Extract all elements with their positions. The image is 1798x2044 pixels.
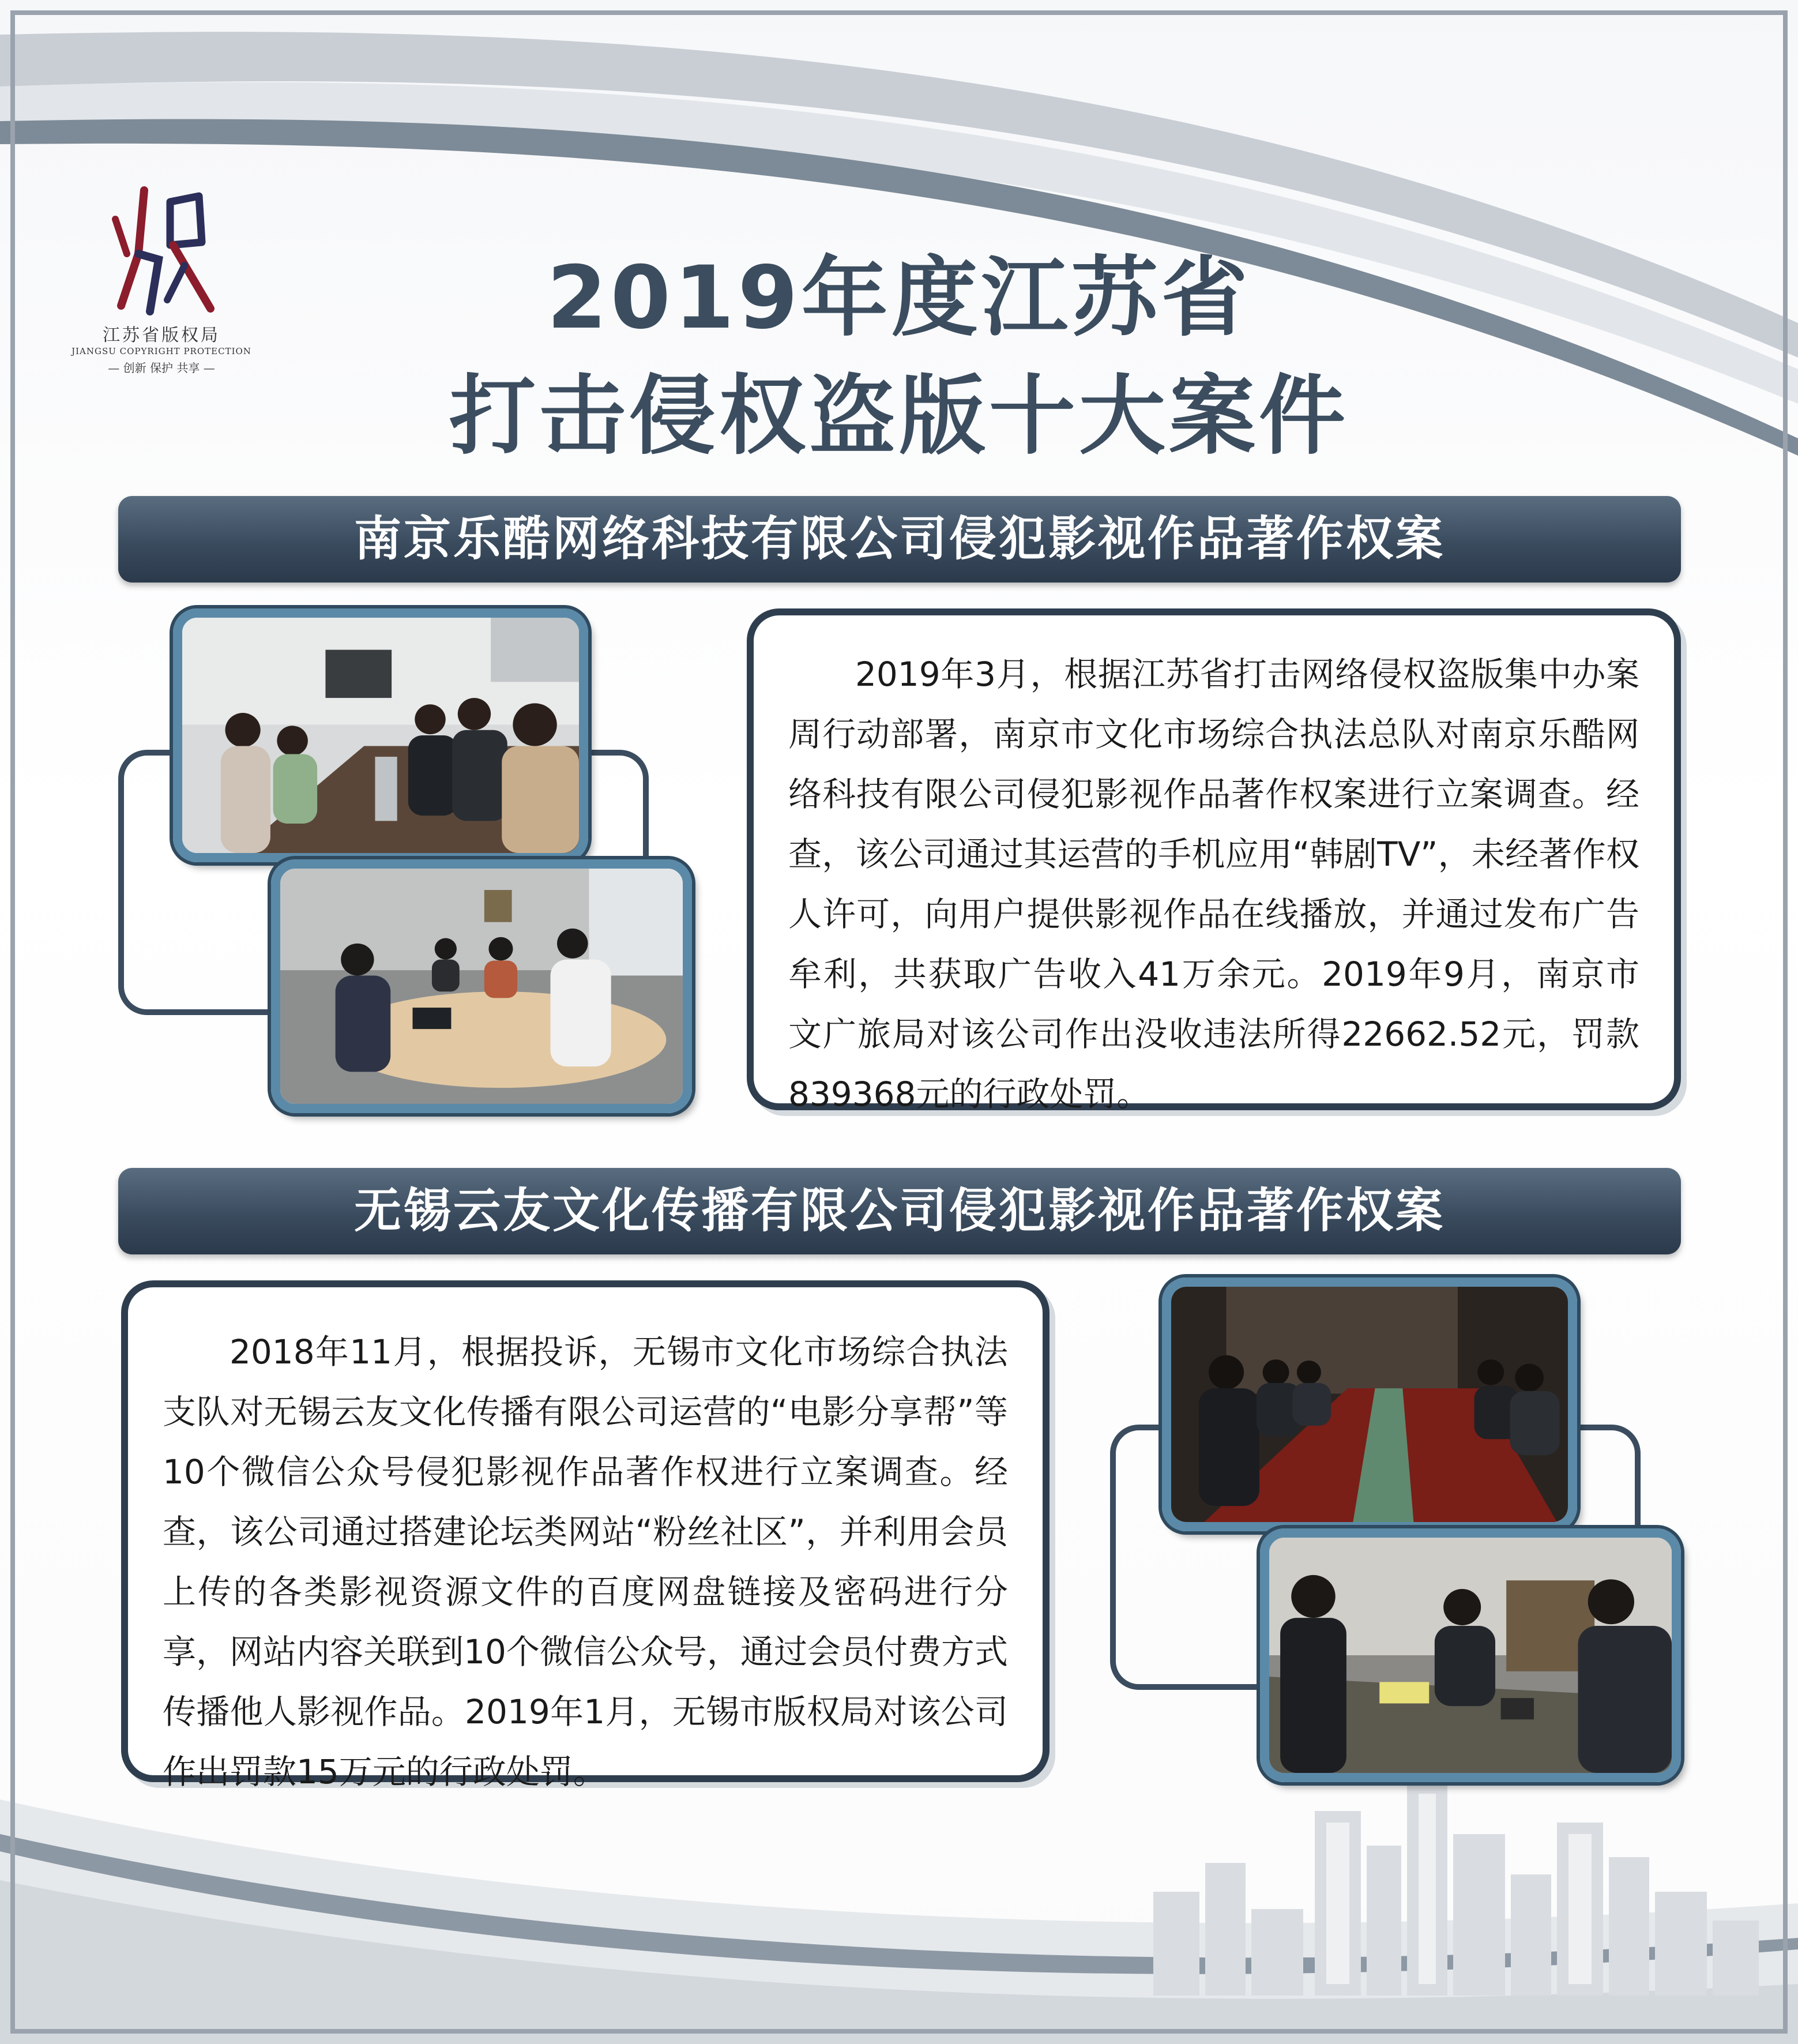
case-2-photo-meeting-2 [1260, 1528, 1681, 1782]
case-1-text-panel [747, 608, 1681, 1114]
case-2-text-panel [121, 1280, 1050, 1791]
logo-org-name: 江苏省版权局 [103, 325, 220, 345]
logo-org-name-en: JIANGSU COPYRIGHT PROTECTION [72, 346, 251, 356]
page-title-line-2: 打击侵权盗版十大案件 [449, 366, 1349, 467]
case-1-photo-meeting-2 [271, 859, 692, 1113]
case-2-body: 2018年11月，根据投诉，无锡市文化市场综合执法支队对无锡云友文化传播有限公司运营的“电影分享帮”等10个微信公众号侵犯影视作品著作权进行立案调查。经查，该公司通过搭建论坛类网站“粉丝社区”，并利用会员上传的各类影视资源文件的百度网盘链接及密码进行分享，网站内容关联到10个微信公众号，通过会员付费方式传播他人影视作品。2019年1月，无锡市版权局对该公司作出罚款15万元的行政处罚。 [163, 1332, 1008, 1791]
case-2-heading: 无锡云友文化传播有限公司侵犯影视作品著作权案 [118, 1168, 1681, 1254]
city-skyline [1142, 1776, 1776, 1996]
case-2-photo-meeting-1 [1162, 1278, 1577, 1531]
case-1-body: 2019年3月，根据江苏省打击网络侵权盗版集中办案周行动部署，南京市文化市场综合执法总队对南京乐酷网络科技有限公司侵犯影视作品著作权案进行立案调查。经查，该公司通过其运营的手机应用“韩剧TV”，未经著作权人许可，向用户提供影视作品在线播放，并通过发布广告牟利，共获取广告收入41万余元。2019年9月，南京市文广旅局对该公司作出没收违法所得22662.52元，罚款839368元的行政处罚。 [788, 655, 1639, 1114]
case-1-photo-meeting-1 [173, 608, 588, 862]
page-title-line-1: 2019年度江苏省 [547, 248, 1251, 348]
case-1-heading: 南京乐酷网络科技有限公司侵犯影视作品著作权案 [118, 496, 1681, 583]
logo-slogan: — 创新 保护 共享 — [108, 361, 215, 375]
